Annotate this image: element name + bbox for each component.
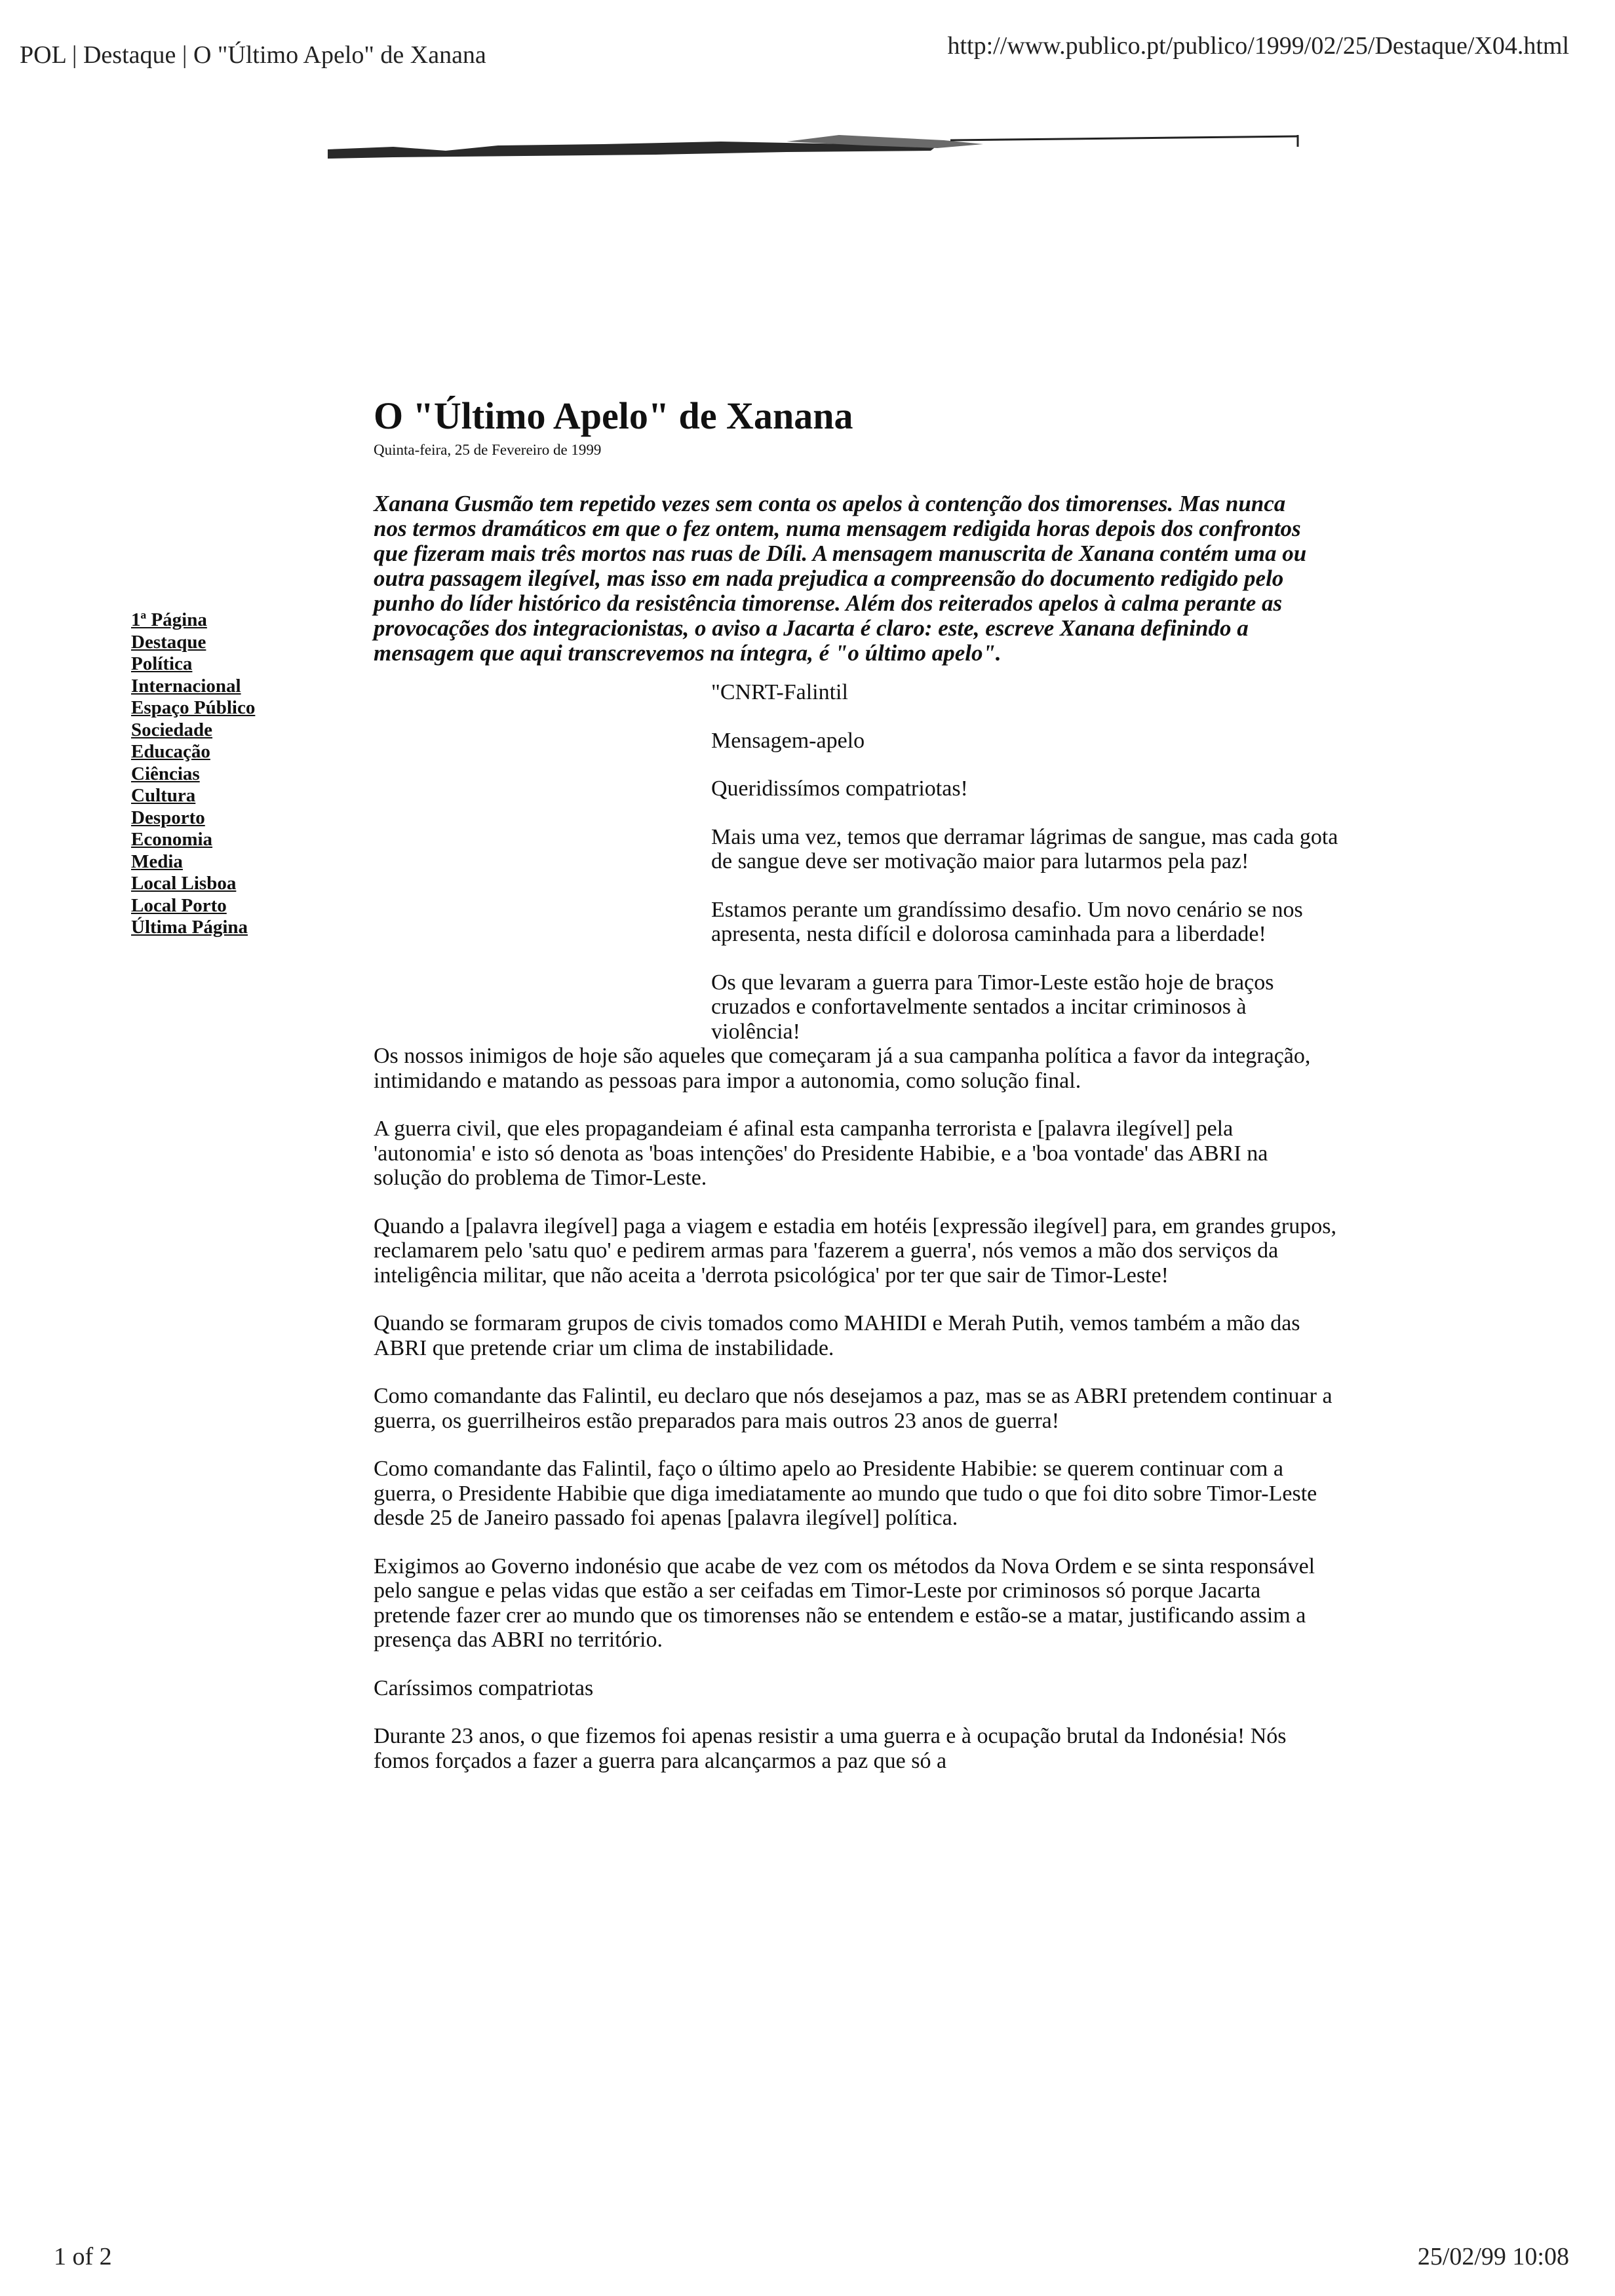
nav-link-ultima-pagina[interactable]: Última Página: [131, 917, 248, 938]
nav-link-destaque[interactable]: Destaque: [131, 631, 206, 653]
print-page-number: 1 of 2: [54, 2243, 112, 2270]
nav-link-sociedade[interactable]: Sociedade: [131, 719, 213, 740]
body-paragraph: Exigimos ao Governo indonésio que acabe de vez com os métodos da Nova Ordem e se sinta responsável pelo sangue e pelas vidas que estão a ser ceifadas em Timor-Leste por criminosos só porque Jacarta pretende fazer crer ao mundo que os timorenses não se entendem e estão-se a matar, justificando assim a presença das ABRI no território.: [374, 1554, 1315, 1652]
nav-link-politica[interactable]: Política: [131, 653, 193, 674]
body-paragraph: Quando a [palavra ilegível] paga a viagem e estadia em hotéis [expressão ilegível] para, em grandes grupos, reclamarem pelo 'satu quo' e pedirem armas para 'fazerem a guerra', nós vemos a mão dos serviços da inteligência militar, que não aceita a 'derrota psicológica' por ter que sair de Timor-Leste!: [374, 1214, 1336, 1288]
body-paragraph: Os que levaram a guerra para Timor-Leste estão hoje de braços cruzados e confortavelmente sentados a incitar criminosos à violência!: [711, 970, 1274, 1044]
nav-link-primeira-pagina[interactable]: 1ª Página: [131, 609, 207, 630]
body-paragraph: Durante 23 anos, o que fizemos foi apenas resistir a uma guerra e à ocupação brutal da Indonésia! Nós fomos forçados a fazer a guerra para alcançarmos a paz que só a: [374, 1724, 1287, 1773]
nav-link-cultura[interactable]: Cultura: [131, 785, 196, 806]
section-navigation: [131, 609, 288, 939]
nav-link-ciencias[interactable]: Ciências: [131, 763, 200, 784]
nav-link-espaco-publico[interactable]: Espaço Público: [131, 697, 256, 718]
nav-link-local-porto[interactable]: Local Porto: [131, 894, 227, 916]
article-body: [374, 680, 1357, 1773]
print-header-url: http://www.publico.pt/publico/1999/02/25/Destaque/X04.html: [947, 32, 1569, 60]
print-header-title: POL | Destaque | O "Último Apelo" de Xanana: [20, 41, 486, 69]
nav-link-economia[interactable]: Economia: [131, 829, 213, 850]
body-paragraph: Mais uma vez, temos que derramar lágrimas de sangue, mas cada gota de sangue deve ser motivação maior para lutarmos pela paz!: [711, 824, 1338, 873]
message-header: "CNRT-Falintil: [711, 680, 848, 704]
body-paragraph: A guerra civil, que eles propagandeiam é afinal esta campanha terrorista e [palavra ilegível] pela 'autonomia' e isto só denota as 'boas intenções' do Presidente Habibie, e a 'boa vontade' das ABRI na solução do problema de Timor-Leste.: [374, 1117, 1268, 1190]
body-paragraph: Os nossos inimigos de hoje são aqueles que começaram já a sua campanha política a favor da integração, intimidando e matando as pessoas para impor a autonomia, como solução final.: [374, 1044, 1311, 1093]
article-headline: O "Último Apelo" de Xanana: [374, 394, 853, 437]
banner-image: [328, 131, 1304, 160]
print-timestamp: 25/02/99 10:08: [1417, 2243, 1569, 2270]
message-salutation: Queridissímos compatriotas!: [711, 776, 968, 801]
body-paragraph: Como comandante das Falintil, eu declaro que nós desejamos a paz, mas se as ABRI pretendem continuar a guerra, os guerrilheiros estão preparados para mais outros 23 anos de guerra!: [374, 1384, 1333, 1433]
article: [374, 393, 1357, 1797]
body-paragraph: Estamos perante um grandíssimo desafio. Um novo cenário se nos apresenta, nesta difícil e dolorosa caminhada para a liberdade!: [711, 897, 1303, 946]
nav-link-local-lisboa[interactable]: Local Lisboa: [131, 873, 237, 894]
article-lead: Xanana Gusmão tem repetido vezes sem conta os apelos à contenção dos timorenses. Mas nunca nos termos dramáticos em que o fez ontem, numa mensagem redigida horas depois dos confrontos que fizeram mais três mortos nas ruas de Díli. A mensagem manuscrita de Xanana contém uma ou outra passagem ilegível, mas isso em nada prejudica a compreensão do documento redigido pelo punho do líder histórico da resistência timorense. Além dos reiterados apelos à calma perante as provocações dos integracionistas, o aviso a Jacarta é claro: este, escreve Xanana definindo a mensagem que aqui transcrevemos na íntegra, é "o último apelo".: [374, 491, 1307, 666]
nav-link-media[interactable]: Media: [131, 851, 183, 872]
nav-link-educacao[interactable]: Educação: [131, 741, 210, 762]
article-dateline: Quinta-feira, 25 de Fevereiro de 1999: [374, 442, 602, 458]
nav-link-internacional[interactable]: Internacional: [131, 675, 241, 697]
body-paragraph: Como comandante das Falintil, faço o último apelo ao Presidente Habibie: se querem continuar com a guerra, o Presidente Habibie que diga imediatamente ao mundo que tudo o que foi dito sobre Timor-Leste desde 25 de Janeiro passado foi apenas [palavra ilegível] política.: [374, 1457, 1317, 1530]
nav-link-desporto[interactable]: Desporto: [131, 807, 205, 828]
message-type: Mensagem-apelo: [711, 728, 865, 753]
body-paragraph: Quando se formaram grupos de civis tomados como MAHIDI e Merah Putih, vemos também a mão das ABRI que pretende criar um clima de instabilidade.: [374, 1311, 1300, 1360]
body-paragraph: Caríssimos compatriotas: [374, 1675, 594, 1700]
